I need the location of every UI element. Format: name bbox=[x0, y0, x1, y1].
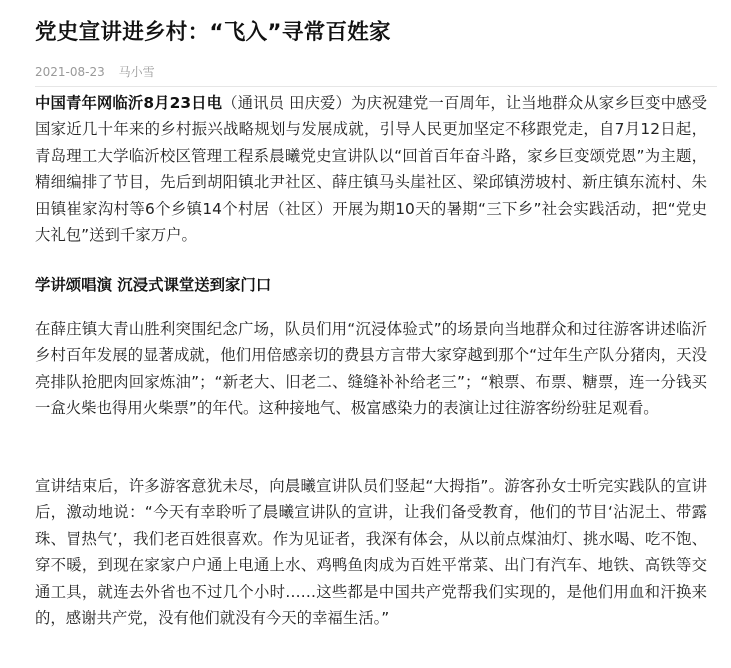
paragraph-intro-body: （通讯员 田庆爱）为庆祝建党一百周年，让当地群众从家乡巨变中感受国家近几十年来的乡村振兴战略规划与发展成就，引导人民更加坚定不移跟党走，自7月12日起，青岛理工大学临沂校区管理工程系晨曦党史宣讲队以“回首百年奋斗路，家乡巨变颂党恩”为主题，精细编排了节目，先后到胡阳镇北尹社区、薛庄镇马头崖社区、梁邱镇涝坡村、新庄镇东流村、朱田镇崔家沟村等6个乡镇14个村居（社区）开展为期10天的暑期“三下乡”社会实践活动，把“党史大礼包”送到千家万户。 bbox=[35, 94, 707, 245]
article-title: 党史宣讲进乡村：“飞入”寻常百姓家 bbox=[35, 20, 391, 45]
author-link[interactable]: 马小雪 bbox=[118, 65, 155, 79]
section-subheading: 学讲颂唱演 沉浸式课堂送到家门口 bbox=[35, 276, 272, 294]
paragraph-visitor-quote: 宣讲结束后，许多游客意犹未尽，向晨曦宣讲队员们竖起“大拇指”。游客孙女士听完实践队的宣讲后，激动地说：“今天有幸聆听了晨曦宣讲队的宣讲，让我们备受教育，他们的节目‘沾泥土、带露珠、冒热气’，我们老百姓很喜欢。作为见证者，我深有体会，从以前点煤油灯、挑水喝、吃不饱、穿不暖，到现在家家户户通上电通上水、鸡鸭鱼肉成为百姓平常菜、出门有汽车、地铁、高铁等交通工具，就连去外省也不过几个小时……这些都是中国共产党帮我们实现的，是他们用血和汗换来的，感谢共产党，没有他们就没有今天的幸福生活。” bbox=[35, 477, 707, 628]
paragraph-performance: 在薛庄镇大青山胜利突围纪念广场，队员们用“沉浸体验式”的场景向当地群众和过往游客讲述临沂乡村百年发展的显著成就，他们用倍感亲切的费县方言带大家穿越到那个“过年生产队分猪肉，天没亮排队抢肥肉回家炼油”；“新老大、旧老二、缝缝补补给老三”；“粮票、布票、糖票，连一分钱买一盒火柴也得用火柴票”的年代。这种接地气、极富感染力的表演让过往游客纷纷驻足观看。 bbox=[35, 320, 707, 418]
publish-date: 2021-08-23 bbox=[35, 65, 105, 79]
article-meta bbox=[35, 64, 155, 80]
dateline: 中国青年网临沂8月23日电 bbox=[35, 94, 223, 112]
header-divider bbox=[35, 86, 717, 87]
paragraph-intro bbox=[35, 90, 707, 250]
